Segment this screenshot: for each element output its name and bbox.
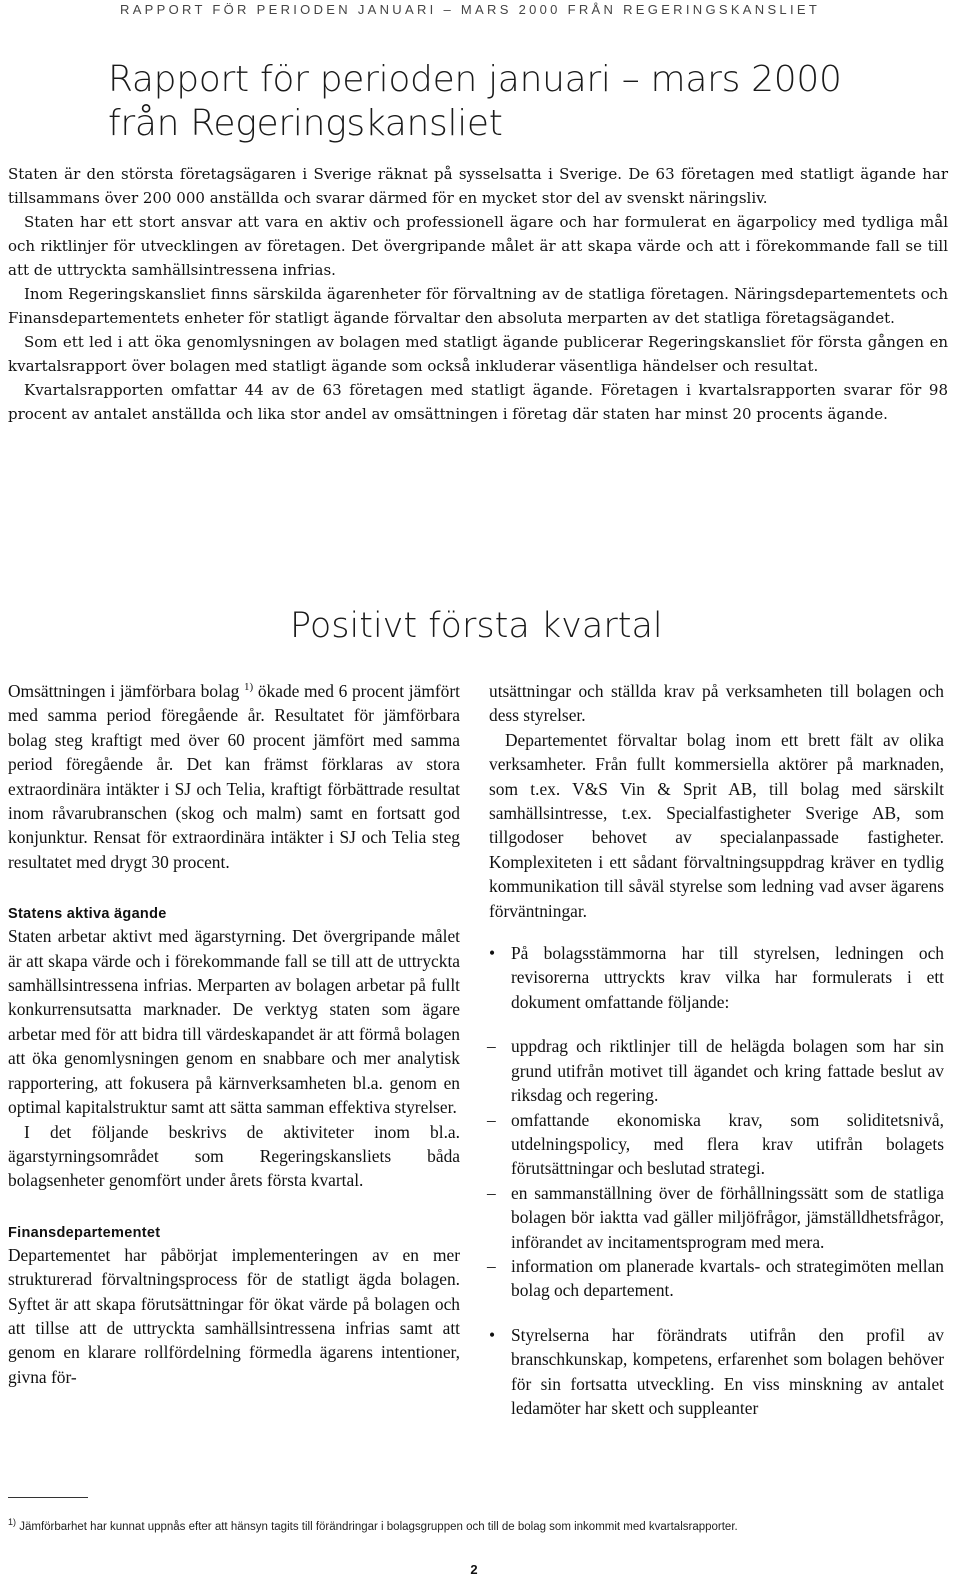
bullet-list (489, 1323, 944, 1421)
body-paragraph: Departementet har påbörjat implementeringen av en mer strukturerad förvaltningsprocess för de statligt ägda bolagen. Syftet är att skapa förutsättningar för ökat värde på bolagen och att tillse att de uttryckta samhällsintressena infrias samt att genom en klarare rollfördelning förmedla ägarens intentioner, givna för- (8, 1244, 460, 1387)
footnote-marker: 1) (8, 1517, 17, 1528)
footnote-reference: 1) (243, 681, 254, 694)
paragraph-text: Omsättningen i jämförbara bolag (8, 681, 240, 701)
bullet-item: • Styrelserna har förändrats utifrån den profil av branschkunskap, kompetens, erfarenhet som bolagen behöver för sin fortsatta utveckling. En viss minskning av antalet ledamöter har skett och suppleanter (489, 1323, 944, 1421)
intro-section (8, 162, 948, 426)
left-column (8, 679, 460, 1389)
dash-item: – en sammanställning över de förhållningssätt som de statliga bolagen bör iaktta vad gäller miljöfrågor, jämställdhetsfrågor, införandet av incitamentsprogram med mera. (489, 1181, 944, 1254)
dash-item: – uppdrag och riktlinjer till de helägda bolagen som har sin grund utifrån motivet till ägandet och kring fattade beslut av riksdag och regering. (489, 1034, 944, 1107)
footnote-divider (8, 1497, 88, 1498)
body-paragraph: I det följande beskrivs de aktiviteter inom bl.a. ägarstyrningsområdet som Regeringskansliets båda bolagsenheter genomfört under årets första kvartal. (8, 1121, 460, 1191)
bullet-item: • På bolagsstämmorna har till styrelsen, ledningen och revisorerna uttryckts krav vilka har formulerats i ett dokument omfattande följande: (489, 941, 944, 1014)
page-number: 2 (470, 1562, 478, 1577)
section-title: Positivt första kvartal (290, 606, 663, 646)
page-title-line-1: Rapport för perioden januari – mars 2000 (108, 59, 842, 100)
dash-item: – information om planerade kvartals- och strategimöten mellan bolag och departement. (489, 1254, 944, 1303)
intro-paragraph: Staten har ett stort ansvar att vara en aktiv och professionell ägare och har formulerat en ägarpolicy med tydliga mål och riktlinjer för utvecklingen av företagen. Det övergripande målet är att skapa värde och att i förekommande fall se till att de uttryckta samhällsintressena infrias. (8, 213, 948, 279)
page-title-line-2: från Regeringskansliet (108, 103, 503, 144)
bullet-list (489, 941, 944, 1014)
intro-paragraph: Kvartalsrapporten omfattar 44 av de 63 företagen med statligt ägande. Företagen i kvartalsrapporten svarar för 98 procent av antalet anställda och lika stor andel av omsättningen i företag där staten har minst 20 procents ägande. (8, 381, 948, 423)
intro-paragraph: Inom Regeringskansliet finns särskilda ägarenheter för förvaltning av de statliga företagen. Näringsdepartementets och Finansdepartementets enheter för statligt ägande förvaltar den absoluta merparten av det statliga företagsägandet. (8, 285, 948, 327)
paragraph-text: ökade med 6 procent jämfört med samma period föregående år. Resultatet för jämförbara bolag steg kraftigt med över 60 procent jämfört med samma period föregående år. Det kan främst förklaras av stora extraordinära intäkter i SJ och Telia, kraftigt förbättrade resultat inom råvarubranschen (skog och malm) samt en fortsatt god konjunktur. Rensat för extraordinära intäkter i SJ och Telia steg resultatet med drygt 30 procent. (8, 681, 460, 872)
body-paragraph: Staten arbetar aktivt med ägarstyrning. Det övergripande målet är att skapa värde och i förekommande fall se till att de uttryckta samhällsintressena infrias. Merparten av bolagen arbetar på fullt konkurrensutsatta marknader. De verktyg staten som ägare arbetar med för att bidra till värdeskapandet är att förmå bolagen att öka genomlysningen genom en snabbare och mer analytisk rapportering, att fokusera på kärnverksamheten bl.a. genom en optimal kapitalstruktur samt att sätta samman effektiva styrelser. (8, 926, 460, 1118)
intro-paragraph: Som ett led i att öka genomlysningen av bolagen med statligt ägande publicerar Regeringskansliet för första gången en kvartalsrapport över bolagen med statligt ägande som också inkluderar väsentliga händelser och resultat. (8, 333, 948, 375)
dash-list (489, 1034, 944, 1302)
body-paragraph: Departementet förvaltar bolag inom ett brett fält av olika verksamheter. Från fullt kommersiella aktörer på marknaden, som t.ex. V&S Vin & Sprit AB, till bolag med särskilt samhällsintresse, t.ex. Specialfastigheter Sverige AB, som tillgodoser behovet av specialanpassade fastigheter. Komplexiteten i ett sådant förvaltningsuppdrag kräver en tydlig kommunikation till såväl styrelse som ledning vad avser ägarens förväntningar. (489, 729, 944, 921)
body-paragraph (8, 679, 460, 874)
subheading-finansdepartementet: Finansdepartementet (8, 1224, 161, 1241)
right-column (489, 679, 944, 1420)
running-header: RAPPORT FÖR PERIODEN JANUARI – MARS 2000 FRÅN REGERINGSKANSLIET (120, 2, 821, 17)
page-title (108, 58, 948, 146)
intro-paragraph: Staten är den största företagsägaren i Sverige räknat på sysselsatta i Sverige. De 63 företagen med statligt ägande har tillsammans över 200 000 anställda och svarar därmed för en mycket stor del av svenskt näringsliv. (8, 165, 948, 207)
footnote (8, 1519, 948, 1535)
footnote-text: Jämförbarhet har kunnat uppnås efter att hänsyn tagits till förändringar i bolagsgruppen och till de bolag som inkommit med kvartalsrapporter. (19, 1521, 738, 1533)
body-paragraph: utsättningar och ställda krav på verksamheten till bolagen och dess styrelser. (489, 681, 944, 726)
subheading-statens-aktiva-agande: Statens aktiva ägande (8, 906, 167, 923)
dash-item: – omfattande ekonomiska krav, som soliditetsnivå, utdelningspolicy, med flera krav utifrån bolagets förutsättningar och beslutad strategi. (489, 1108, 944, 1181)
